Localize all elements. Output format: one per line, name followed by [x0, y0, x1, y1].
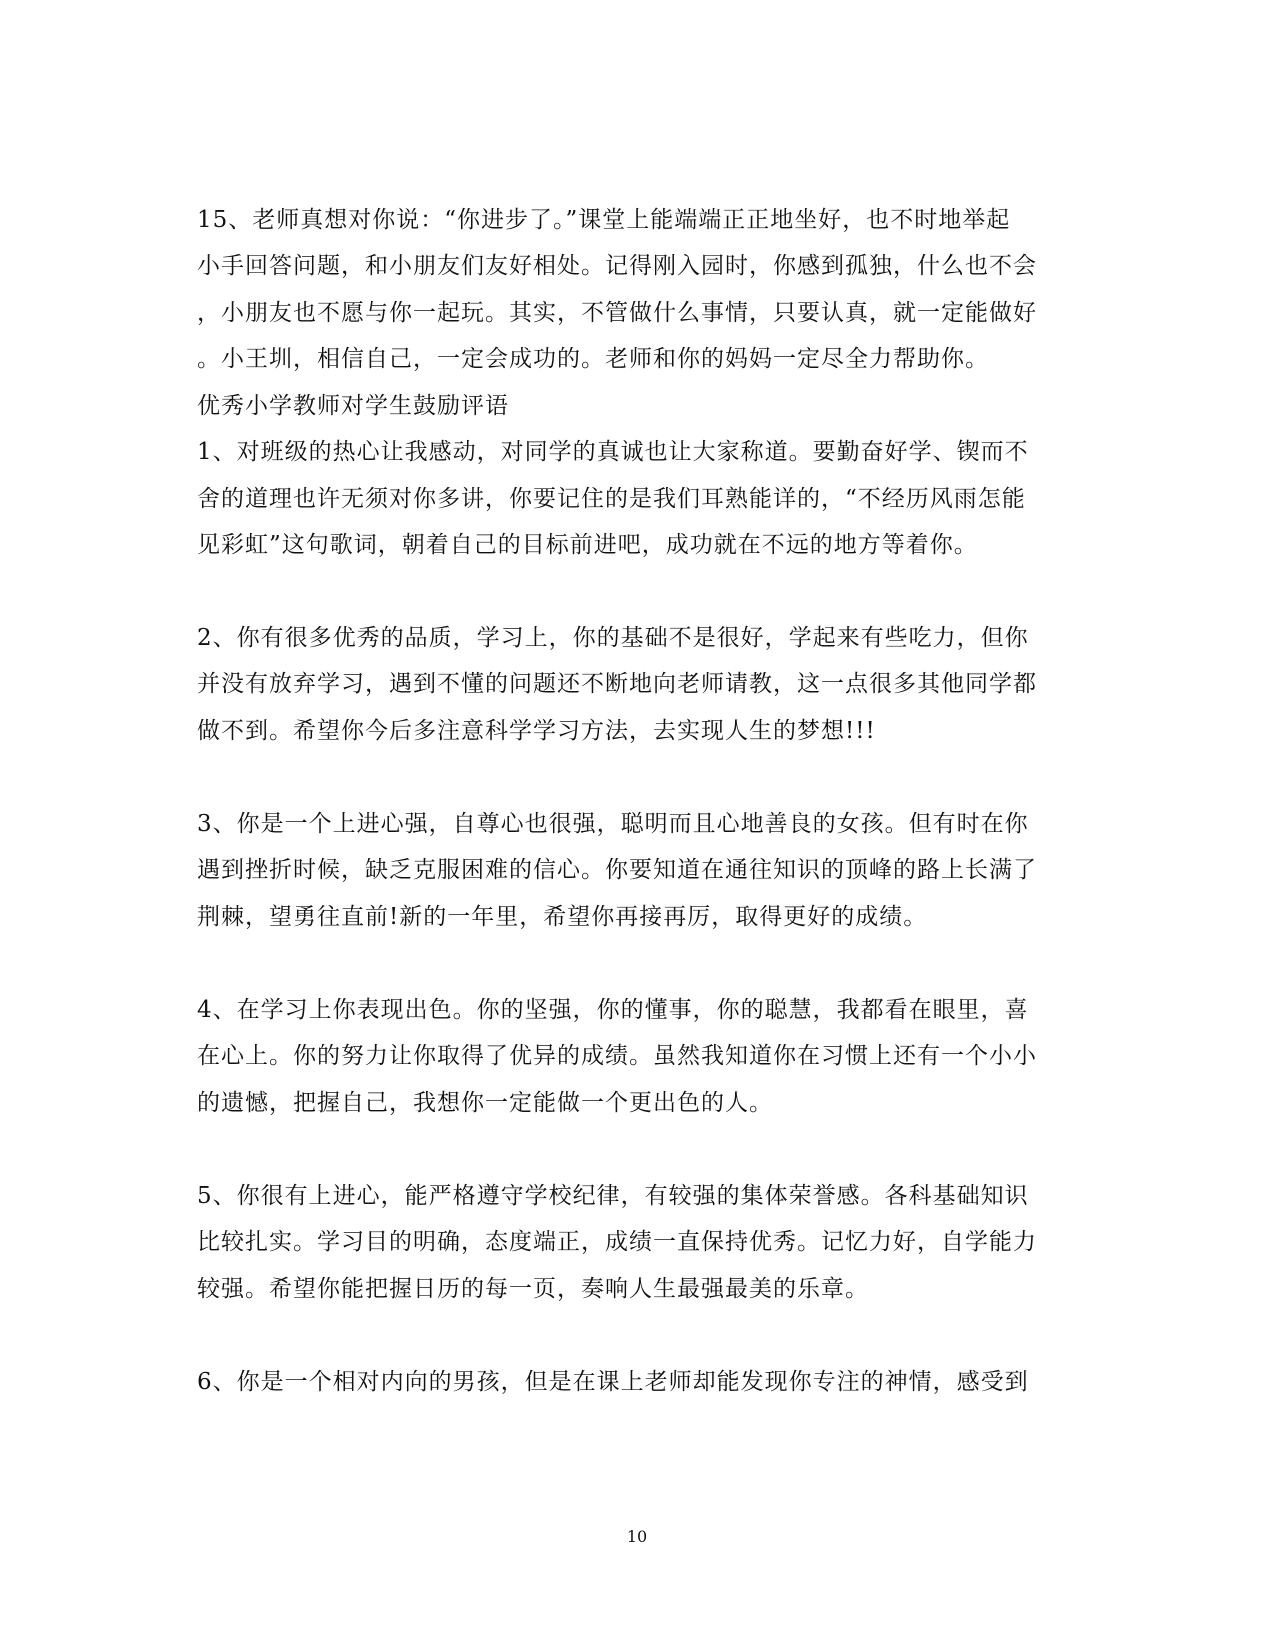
text-line: 见彩虹”这句歌词，朝着自己的目标前进吧，成功就在不远的地方等着你。 — [197, 532, 978, 558]
text-line: 3、你是一个上进心强，自尊心也很强，聪明而且心地善良的女孩。但有时在你 — [197, 811, 1029, 837]
text-line: 在心上。你的努力让你取得了优异的成绩。虽然我知道你在习惯上还有一个小小 — [197, 1043, 1037, 1069]
text-line: 2、你有很多优秀的品质，学习上，你的基础不是很好，学起来有些吃力，但你 — [197, 625, 1029, 651]
text-line: 15、老师真想对你说：“你进步了。”课堂上能端端正正地坐好，也不时地举起 — [197, 207, 1011, 233]
text-line: 6、你是一个相对内向的男孩，但是在课上老师却能发现你专注的神情，感受到 — [197, 1369, 1029, 1395]
text-line: ，小朋友也不愿与你一起玩。其实，不管做什么事情，只要认真，就一定能做好 — [197, 300, 1037, 326]
text-line: 较强。希望你能把握日历的每一页，奏响人生最强最美的乐章。 — [197, 1276, 869, 1302]
text-line: 。小王圳，相信自己，一定会成功的。老师和你的妈妈一定尽全力帮助你。 — [197, 346, 989, 372]
text-line: 的遗憾，把握自己，我想你一定能做一个更出色的人。 — [197, 1090, 773, 1116]
text-line: 做不到。希望你今后多注意科学学习方法，去实现人生的梦想!!! — [197, 718, 876, 744]
section-heading: 优秀小学教师对学生鼓励评语 — [197, 393, 509, 419]
text-line: 舍的道理也许无须对你多讲，你要记住的是我们耳熟能详的，“不经历风雨怎能 — [197, 486, 1026, 512]
text-line: 遇到挫折时候，缺乏克服困难的信心。你要知道在通往知识的顶峰的路上长满了 — [197, 857, 1037, 883]
text-line: 荆棘，望勇往直前!新的一年里，希望你再接再厉，取得更好的成绩。 — [197, 904, 928, 930]
text-line: 小手回答问题，和小朋友们友好相处。记得刚入园时，你感到孤独，什么也不会 — [197, 253, 1037, 279]
text-line: 比较扎实。学习目的明确，态度端正，成绩一直保持优秀。记忆力好，自学能力 — [197, 1229, 1037, 1255]
text-line: 4、在学习上你表现出色。你的坚强，你的懂事，你的聪慧，我都看在眼里，喜 — [197, 997, 1029, 1023]
text-line: 1、对班级的热心让我感动，对同学的真诚也让大家称道。要勤奋好学、锲而不 — [197, 439, 1029, 465]
page-number: 10 — [626, 1527, 648, 1546]
text-line: 5、你很有上进心，能严格遵守学校纪律，有较强的集体荣誉感。各科基础知识 — [197, 1183, 1029, 1209]
text-line: 并没有放弃学习，遇到不懂的问题还不断地向老师请教，这一点很多其他同学都 — [197, 671, 1037, 697]
